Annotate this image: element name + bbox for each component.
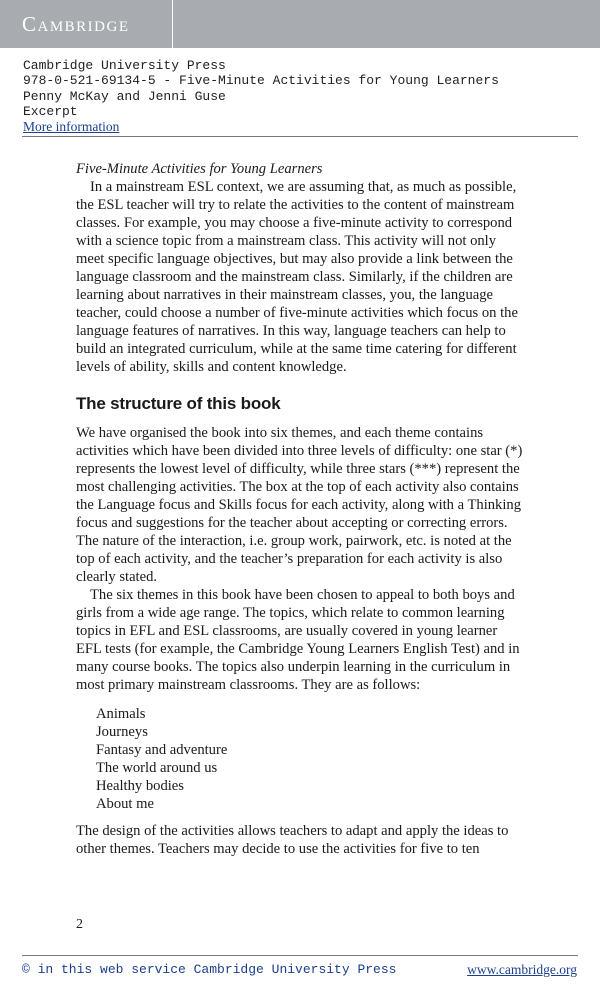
authors: Penny McKay and Jenni Guse xyxy=(23,88,226,104)
isbn-title: 978-0-521-69134-5 - Five-Minute Activities for Young Learners xyxy=(23,73,499,89)
running-head: Five-Minute Activities for Young Learners xyxy=(76,161,323,177)
book-metadata xyxy=(23,58,499,134)
footer-divider xyxy=(22,955,578,956)
paragraph: In a mainstream ESL context, we are assuming that, as much as possible, the ESL teacher will try to relate the activities to the content of mainstream classes. For example, you may choose a five-minute activity to correspond with a science topic from a mainstream class. This activity will not only meet specific language objectives, but may also provide a link between the language classroom and the mainstream class. Similarly, if the children are learning about narratives in their mainstream classes, you, the language teacher, could choose a number of five-minute activities which focus on the language features of narratives. In this way, language teachers can help to build an integrated curriculum, while at the same time catering for different levels of ability, skills and content knowledge. xyxy=(76,179,518,375)
publisher-name: Cambridge University Press xyxy=(23,58,226,73)
list-item: Journeys xyxy=(96,724,148,740)
banner-divider xyxy=(172,0,173,48)
page-content xyxy=(76,160,524,858)
paragraph: The six themes in this book have been chosen to appeal to both boys and girls from a wide age range. The topics, which relate to common learning topics in EFL and ESL classrooms, are usually covered in young learner EFL tests (for example, the Cambridge Young Learners English Test) and in many course books. The topics also underpin learning in the curriculum in most primary mainstream classrooms. They are as follows: xyxy=(76,587,520,693)
publisher-banner xyxy=(0,0,600,48)
more-information-link[interactable]: More information xyxy=(23,119,120,135)
copyright-notice: © in this web service Cambridge University Press xyxy=(22,962,397,977)
list-item: The world around us xyxy=(96,760,218,776)
list-item: About me xyxy=(96,796,154,812)
header-divider xyxy=(22,136,578,137)
paragraph: The design of the activities allows teachers to adapt and apply the ideas to other themes. Teachers may decide to use the activities for five to ten xyxy=(76,823,509,857)
section-heading: The structure of this book xyxy=(76,394,281,413)
website-link[interactable]: www.cambridge.org xyxy=(467,962,577,977)
paragraph: We have organised the book into six themes, and each theme contains activities which have been divided into three levels of difficulty: one star (*) represents the lowest level of difficulty, while three stars (***) represent the most challenging activities. The box at the top of each activity also contains the Language focus and Skills focus for each activity, along with a Thinking focus and suggestions for the teacher about accepting or correcting errors. The nature of the interaction, i.e. group work, pairwork, etc. is noted at the top of each activity, and the teacher’s preparation for each activity is also clearly stated. xyxy=(76,425,523,585)
list-item: Fantasy and adventure xyxy=(96,742,228,758)
list-item: Healthy bodies xyxy=(96,778,184,794)
excerpt-label: Excerpt xyxy=(23,103,78,119)
page-number: 2 xyxy=(76,917,83,932)
themes-list xyxy=(96,705,524,813)
publisher-logo: Cambridge xyxy=(22,12,130,36)
list-item: Animals xyxy=(96,706,146,722)
